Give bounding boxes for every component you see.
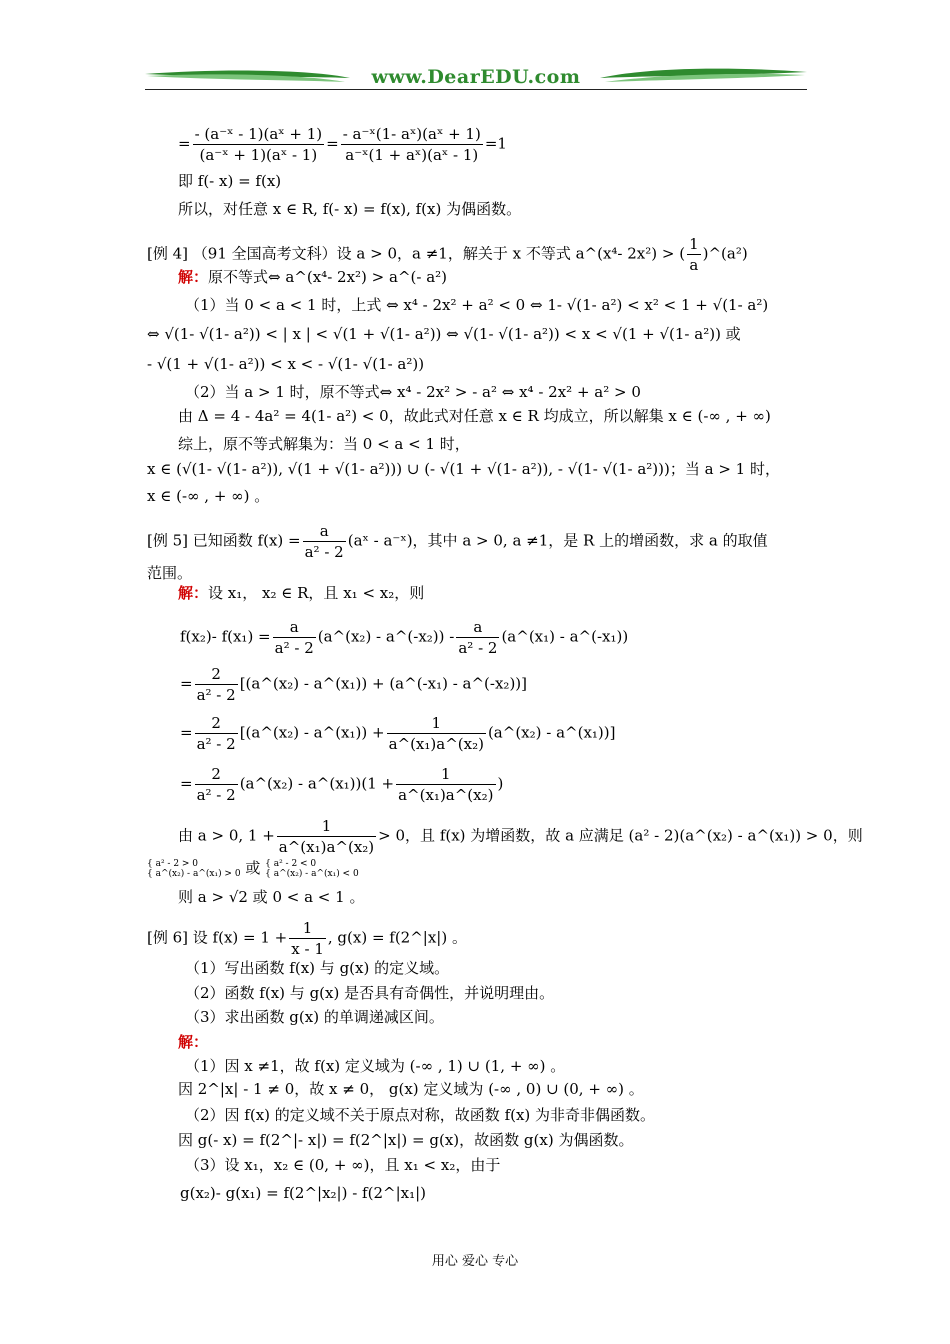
text-line-l26 [185, 984, 554, 1002]
text-run: 综上，原不等式解集为：当 0 < a < 1 时， [178, 435, 470, 453]
text-line-l28 [178, 1033, 208, 1051]
fraction-numerator: - (a⁻ˣ - 1)(aˣ + 1) [194, 125, 323, 143]
text-run: =1 [484, 134, 507, 153]
text-run: 则 a > √2 或 0 < a < 1 。 [178, 888, 365, 906]
text-run: x ∈ (√(1- √(1- a²)), √(1 + √(1- a²))) ∪ (- √(1 + √(1- a²)), - √(1- √(1- a²)))；当 a > 1 时， [147, 460, 780, 478]
text-run: 所以，对任意 x ∈ R, f(- x) = f(x), f(x) 为偶函数。 [178, 200, 522, 218]
text-run: 范围。 [147, 564, 193, 582]
text-run: ⇔ √(1- √(1- a²)) < | x | < √(1 + √(1- a²)) ⇔ √(1- √(1- a²)) < x < √(1 + √(1- a²)) 或 [147, 325, 741, 343]
fraction-numerator: 2 [195, 764, 238, 785]
text-run: x ∈ (-∞ , + ∞) 。 [147, 487, 270, 505]
solution-label: 解： [178, 1033, 209, 1051]
text-line-l13 [147, 487, 269, 505]
text-line-l23 [178, 888, 364, 906]
fraction [303, 521, 346, 562]
text-line-l15 [147, 564, 192, 582]
page-header [145, 64, 807, 94]
text-line-l33 [185, 1156, 500, 1174]
fraction-denominator: a² - 2 [196, 786, 236, 804]
text-line-l25 [185, 959, 449, 977]
text-run: 因 2^|x| - 1 ≠ 0，故 x ≠ 0， g(x) 定义域为 (-∞ , 0) ∪ (0, + ∞) 。 [178, 1080, 644, 1098]
text-run: f(x₂)- f(x₁) = [180, 627, 271, 646]
fraction-numerator: 1 [396, 764, 495, 785]
fraction-denominator: a⁻ˣ(1 + aˣ)(aˣ - 1) [345, 146, 479, 164]
fraction [195, 664, 238, 705]
fraction-numerator: a [273, 617, 316, 638]
text-run: （2）当 a > 1 时，原不等式⇔ x⁴ - 2x² > - a² ⇔ x⁴ - 2x² + a² > 0 [185, 383, 641, 401]
fraction-denominator: a^(x₁)a^(x₂) [278, 838, 375, 856]
solution-label: 解： [178, 584, 209, 602]
fraction-numerator: 1 [289, 918, 326, 939]
text-line-l10 [178, 407, 771, 425]
text-line-l17 [180, 617, 628, 658]
text-run: 原不等式⇔ a^(x⁴- 2x²) > a^(- a²) [208, 268, 448, 286]
case-row: { a^(x₂) - a^(x₁) > 0 [147, 869, 241, 879]
fraction-numerator: 1 [387, 713, 486, 734]
text-line-l34 [180, 1184, 426, 1202]
text-line-l24 [147, 918, 467, 959]
text-line-l11 [178, 435, 470, 453]
text-line-l21 [178, 816, 863, 857]
text-run: g(x₂)- g(x₁) = f(2^|x₂|) - f(2^|x₁|) [180, 1184, 426, 1202]
fraction-denominator: a^(x₁)a^(x₂) [398, 786, 494, 804]
text-line-l30 [178, 1080, 644, 1098]
text-run: ) [497, 774, 504, 793]
text-run: 因 g(- x) = f(2^|- x|) = f(2^|x|) = g(x)，故函数 g(x) 为偶函数。 [178, 1131, 634, 1149]
text-line-l03 [178, 200, 521, 218]
fraction [341, 124, 483, 165]
text-run: （2）函数 f(x) 与 g(x) 是否具有奇偶性，并说明理由。 [185, 984, 555, 1002]
text-line-l22 [147, 859, 359, 879]
text-run: （2）因 f(x) 的定义域不关于原点对称，故函数 f(x) 为非奇非偶函数。 [185, 1106, 656, 1124]
text-run: （3）求出函数 g(x) 的单调递减区间。 [185, 1008, 444, 1026]
text-run: （3）设 x₁，x₂ ∈ (0, + ∞)，且 x₁ < x₂，由于 [185, 1156, 501, 1174]
fraction-numerator: 2 [195, 713, 238, 734]
text-line-l07 [147, 325, 741, 343]
text-run: (a^(x₂) - a^(-x₂)) - [317, 627, 455, 646]
text-line-l19 [180, 713, 616, 754]
fraction [277, 816, 376, 857]
case-row: { a² - 2 < 0 [265, 859, 317, 869]
text-line-l32 [178, 1131, 633, 1149]
text-run: 即 f(- x) = f(x) [178, 172, 282, 190]
text-run: （1）写出函数 f(x) 与 g(x) 的定义域。 [185, 959, 450, 977]
header-rule [145, 89, 807, 90]
text-run: = [180, 723, 193, 742]
fraction [387, 713, 486, 754]
text-run: 或 [240, 859, 266, 877]
fraction-denominator: a² - 2 [458, 639, 498, 657]
text-run: （1）当 0 < a < 1 时，上式 ⇔ x⁴ - 2x² + a² < 0 ⇔ 1- √(1- a²) < x² < 1 + √(1- a²) [185, 296, 769, 314]
text-line-l18 [180, 664, 527, 705]
fraction [396, 764, 495, 805]
fraction-denominator: (a⁻ˣ + 1)(aˣ - 1) [199, 146, 318, 164]
fraction-denominator: a [689, 256, 699, 274]
fraction [687, 234, 701, 275]
site-logo-text: www.DearEDU.com [371, 66, 581, 88]
page-footer: 用心 爱心 专心 [431, 1254, 519, 1269]
text-run: 设 x₁， x₂ ∈ R，且 x₁ < x₂，则 [208, 584, 425, 602]
fraction-denominator: x - 1 [291, 940, 324, 958]
fraction [193, 124, 325, 165]
text-run: [例 5] 已知函数 f(x) = [147, 531, 301, 550]
fraction [195, 713, 238, 754]
text-run: = [326, 134, 339, 153]
text-line-l14 [147, 521, 768, 562]
text-run: )^(a²) [702, 244, 748, 263]
text-line-l09 [185, 383, 641, 401]
fraction [456, 617, 499, 658]
fraction-denominator: a² - 2 [304, 543, 344, 561]
text-run: , g(x) = f(2^|x|) 。 [327, 928, 467, 947]
fraction-numerator: 1 [689, 235, 699, 253]
text-run: - √(1 + √(1- a²)) < x < - √(1- √(1- a²)) [147, 355, 425, 373]
case-system [265, 859, 359, 879]
fraction-numerator: a [303, 521, 346, 542]
text-line-l02 [178, 172, 281, 190]
text-line-l12 [147, 460, 780, 478]
text-run: 由 Δ = 4 - 4a² = 4(1- a²) < 0，故此式对任意 x ∈ R 均成立，所以解集 x ∈ (-∞ , + ∞) [178, 407, 771, 425]
case-row: { a² - 2 > 0 [147, 859, 199, 869]
case-system [147, 859, 241, 879]
text-run: [(a^(x₂) - a^(x₁)) + [239, 723, 385, 742]
text-run: = [178, 134, 191, 153]
text-line-l05 [178, 268, 447, 286]
text-run: > 0，且 f(x) 为增函数，故 a 应满足 (a² - 2)(a^(x₂) - a^(x₁)) > 0，则 [378, 826, 863, 845]
text-run: （1）因 x ≠1，故 f(x) 定义域为 (-∞ , 1) ∪ (1, + ∞) 。 [185, 1057, 566, 1075]
text-run: [例 6] 设 f(x) = 1 + [147, 928, 288, 947]
text-run: [(a^(x₂) - a^(x₁)) + (a^(-x₁) - a^(-x₂))] [239, 674, 528, 693]
text-run: 由 a > 0, 1 + [178, 826, 275, 845]
fraction [289, 918, 326, 959]
fraction [195, 764, 238, 805]
case-row: { a^(x₂) - a^(x₁) < 0 [265, 869, 359, 879]
fraction-denominator: a² - 2 [196, 686, 236, 704]
text-run: = [180, 674, 193, 693]
text-run: (a^(x₂) - a^(x₁))] [487, 723, 616, 742]
text-line-l27 [185, 1008, 444, 1026]
text-run: (a^(x₂) - a^(x₁))(1 + [239, 774, 395, 793]
solution-label: 解： [178, 268, 209, 286]
fraction-denominator: a^(x₁)a^(x₂) [388, 735, 484, 753]
fraction-denominator: a² - 2 [196, 735, 236, 753]
fraction-denominator: a² - 2 [274, 639, 314, 657]
fraction-numerator: 2 [195, 664, 238, 685]
fraction-numerator: 1 [277, 816, 376, 837]
text-run: (a^(x₁) - a^(-x₁)) [501, 627, 629, 646]
text-line-l16 [178, 584, 424, 602]
text-run: = [180, 774, 193, 793]
fraction-numerator: - a⁻ˣ(1- aˣ)(aˣ + 1) [342, 125, 481, 143]
text-line-l01 [178, 124, 507, 165]
text-line-l29 [185, 1057, 565, 1075]
text-line-l08 [147, 355, 424, 373]
fraction [273, 617, 316, 658]
text-run: [例 4] （91 全国高考文科）设 a > 0，a ≠1，解关于 x 不等式 a^(x⁴- 2x²) > ( [147, 244, 686, 263]
text-run: (aˣ - a⁻ˣ)，其中 a > 0, a ≠1，是 R 上的增函数，求 a 的取值 [347, 531, 768, 550]
fraction-numerator: a [456, 617, 499, 638]
text-line-l20 [180, 764, 503, 805]
text-line-l31 [185, 1106, 655, 1124]
text-line-l06 [185, 296, 768, 314]
